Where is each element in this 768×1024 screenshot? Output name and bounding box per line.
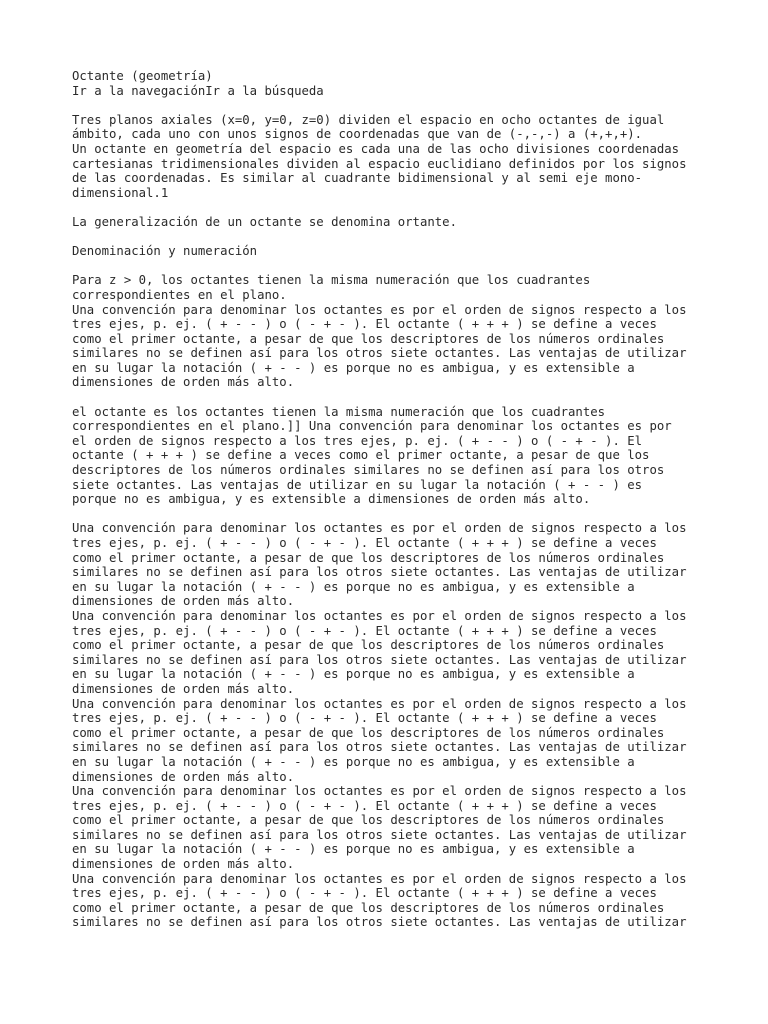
text-line: dimensiones de orden más alto. — [72, 681, 295, 696]
paragraph-gap — [72, 507, 732, 522]
text-line: en su lugar la notación ( + - - ) es porque no es ambigua, y es extensible a — [72, 667, 635, 682]
text-line: similares no se definen así para los otros siete octantes. Las ventajas de utilizar — [72, 827, 687, 842]
text-line: descriptores de los números ordinales similares no se definen así para los otros — [72, 463, 665, 478]
text-line: similares no se definen así para los otros siete octantes. Las ventajas de utilizar — [72, 346, 687, 361]
text-line: similares no se definen así para los otros siete octantes. Las ventajas de utilizar — [72, 740, 687, 755]
text-line: el orden de signos respecto a los tres ejes, p. ej. ( + - - ) o ( - + - ). El — [72, 433, 643, 448]
text-line: correspondientes en el plano.]] Una convención para denominar los octantes es por — [72, 419, 672, 434]
text-line: Una convención para denominar los octantes es por el orden de signos respecto a los — [72, 784, 687, 799]
paragraph-gap — [72, 390, 732, 405]
text-line: el octante es los octantes tienen la misma numeración que los cuadrantes — [72, 404, 606, 419]
text-line: cartesianas tridimensionales dividen al espacio euclidiano definidos por los signos — [72, 156, 687, 171]
text-line: tres ejes, p. ej. ( + - - ) o ( - + - ). El octante ( + + + ) se define a veces — [72, 886, 657, 901]
text-line: porque no es ambigua, y es extensible a dimensiones de orden más alto. — [72, 492, 591, 507]
paragraph — [72, 69, 732, 98]
text-line: dimensiones de orden más alto. — [72, 857, 295, 872]
text-line: tres ejes, p. ej. ( + - - ) o ( - + - ). El octante ( + + + ) se define a veces — [72, 317, 657, 332]
text-line: en su lugar la notación ( + - - ) es porque no es ambigua, y es extensible a — [72, 842, 635, 857]
paragraph-gap — [72, 200, 732, 215]
text-line: Una convención para denominar los octantes es por el orden de signos respecto a los — [72, 608, 687, 623]
paragraph-gap — [72, 98, 732, 113]
text-line: tres ejes, p. ej. ( + - - ) o ( - + - ). El octante ( + + + ) se define a veces — [72, 711, 657, 726]
text-line: tres ejes, p. ej. ( + - - ) o ( - + - ). El octante ( + + + ) se define a veces — [72, 798, 657, 813]
text-line: similares no se definen así para los otros siete octantes. Las ventajas de utilizar — [72, 565, 687, 580]
text-line: en su lugar la notación ( + - - ) es porque no es ambigua, y es extensible a — [72, 579, 635, 594]
text-line: Ir a la navegaciónIr a la búsqueda — [72, 83, 324, 98]
text-line: como el primer octante, a pesar de que los descriptores de los números ordinales — [72, 813, 665, 828]
paragraph — [72, 113, 732, 201]
text-line: Una convención para denominar los octantes es por el orden de signos respecto a los — [72, 871, 687, 886]
text-line: ámbito, cada uno con unos signos de coordenadas que van de (-,-,-) a (+,+,+). — [72, 127, 643, 142]
text-line: Un octante en geometría del espacio es cada una de las ocho divisiones coordenadas — [72, 141, 680, 156]
text-line: tres ejes, p. ej. ( + - - ) o ( - + - ). El octante ( + + + ) se define a veces — [72, 623, 657, 638]
text-line: como el primer octante, a pesar de que los descriptores de los números ordinales — [72, 725, 665, 740]
text-line: dimensiones de orden más alto. — [72, 769, 295, 784]
text-line: Una convención para denominar los octantes es por el orden de signos respecto a los — [72, 302, 687, 317]
text-line: en su lugar la notación ( + - - ) es porque no es ambigua, y es extensible a — [72, 754, 635, 769]
text-line: como el primer octante, a pesar de que los descriptores de los números ordinales — [72, 331, 665, 346]
paragraph — [72, 273, 732, 390]
paragraph-gap — [72, 259, 732, 274]
text-line: Una convención para denominar los octantes es por el orden de signos respecto a los — [72, 521, 687, 536]
text-line: similares no se definen así para los otros siete octantes. Las ventajas de utilizar — [72, 652, 687, 667]
paragraph — [72, 215, 732, 230]
text-line: tres ejes, p. ej. ( + - - ) o ( - + - ). El octante ( + + + ) se define a veces — [72, 536, 657, 550]
text-line: octante ( + + + ) se define a veces como el primer octante, a pesar de que los — [72, 448, 650, 463]
text-line: La generalización de un octante se denomina ortante. — [72, 214, 457, 229]
paragraph — [72, 405, 732, 507]
text-line: Tres planos axiales (x=0, y=0, z=0) dividen el espacio en ocho octantes de igual — [72, 112, 665, 127]
paragraph — [72, 521, 732, 930]
text-line: similares no se definen así para los otros siete octantes. Las ventajas de utilizar — [72, 915, 687, 930]
paragraph — [72, 244, 732, 259]
text-line: siete octantes. Las ventajas de utilizar en su lugar la notación ( + - - ) es — [72, 477, 643, 492]
paragraph-gap — [72, 230, 732, 245]
text-line: Octante (geometría) — [72, 69, 213, 83]
text-line: dimensiones de orden más alto. — [72, 375, 295, 390]
text-line: Para z > 0, los octantes tienen la misma numeración que los cuadrantes — [72, 273, 591, 288]
text-line: como el primer octante, a pesar de que los descriptores de los números ordinales — [72, 550, 665, 565]
text-line: Denominación y numeración — [72, 244, 258, 259]
text-line: Una convención para denominar los octantes es por el orden de signos respecto a los — [72, 696, 687, 711]
text-line: dimensiones de orden más alto. — [72, 594, 295, 609]
text-line: en su lugar la notación ( + - - ) es porque no es ambigua, y es extensible a — [72, 360, 635, 375]
text-line: como el primer octante, a pesar de que los descriptores de los números ordinales — [72, 900, 665, 915]
text-line: correspondientes en el plano. — [72, 287, 287, 302]
text-line: dimensional.1 — [72, 185, 169, 200]
text-line: de las coordenadas. Es similar al cuadrante bidimensional y al semi eje mono- — [72, 171, 643, 186]
text-line: como el primer octante, a pesar de que los descriptores de los números ordinales — [72, 638, 665, 653]
document-body — [72, 69, 732, 930]
